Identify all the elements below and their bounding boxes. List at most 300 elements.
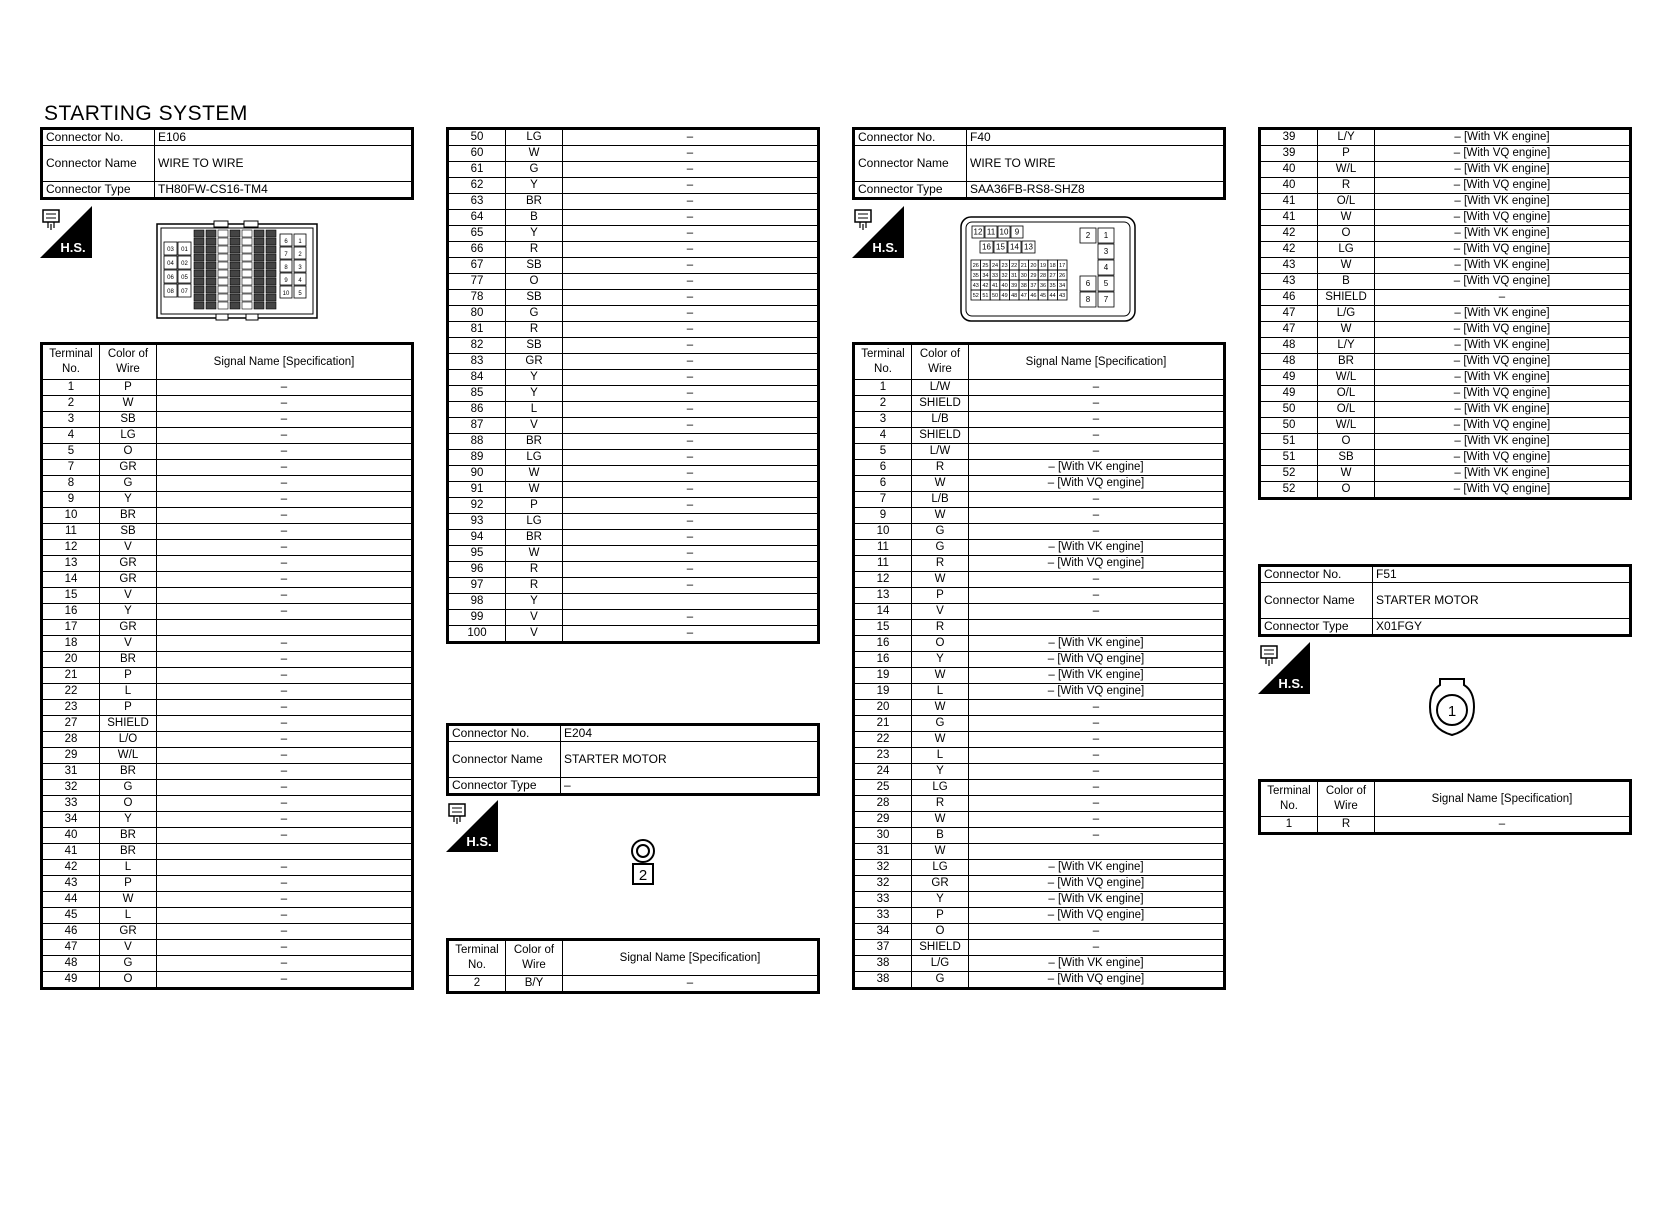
pin-number: 9 bbox=[1014, 227, 1020, 237]
terminal-no-cell: 11 bbox=[854, 556, 912, 572]
wire-color-cell: Y bbox=[912, 652, 969, 668]
terminal-no-cell: 40 bbox=[1260, 162, 1318, 178]
signal-name-cell: – [With VQ engine] bbox=[1375, 178, 1631, 194]
table-row bbox=[448, 578, 819, 594]
connector-pin bbox=[266, 286, 276, 293]
signal-name-cell: – [With VK engine] bbox=[1375, 370, 1631, 386]
table-row bbox=[1260, 322, 1631, 338]
terminal-no-cell: 14 bbox=[42, 572, 100, 588]
table-row bbox=[1260, 290, 1631, 306]
terminal-table bbox=[1258, 127, 1632, 500]
wire-color-cell: BR bbox=[506, 530, 563, 546]
table-row bbox=[854, 812, 1225, 828]
wire-color-cell: BR bbox=[1318, 354, 1375, 370]
wire-color-cell: O/L bbox=[1318, 402, 1375, 418]
signal-name-cell: – bbox=[157, 732, 413, 748]
table-row bbox=[854, 876, 1225, 892]
table-row bbox=[42, 540, 413, 556]
connector-pin bbox=[242, 294, 252, 301]
pin-number: 42 bbox=[982, 282, 989, 289]
terminal-no-cell: 32 bbox=[854, 876, 912, 892]
connector-pin bbox=[206, 270, 216, 277]
wire-color-cell: G bbox=[912, 972, 969, 989]
pin-number: 18 bbox=[1049, 262, 1056, 269]
table-row bbox=[854, 524, 1225, 540]
wire-color-cell: L/Y bbox=[1318, 129, 1375, 146]
connector-pin bbox=[242, 270, 252, 277]
terminal-no-cell: 43 bbox=[42, 876, 100, 892]
terminal-no-cell: 16 bbox=[854, 652, 912, 668]
terminal-no-cell: 19 bbox=[854, 684, 912, 700]
signal-name-cell: – [With VK engine] bbox=[1375, 434, 1631, 450]
wire-color-cell: LG bbox=[506, 129, 563, 146]
connector-type-value: TH80FW-CS16-TM4 bbox=[155, 182, 413, 199]
signal-name-cell: – bbox=[157, 780, 413, 796]
terminal-no-cell: 17 bbox=[42, 620, 100, 636]
wire-color-cell: P bbox=[100, 380, 157, 396]
harness-side-icon bbox=[852, 206, 904, 258]
table-row bbox=[854, 588, 1225, 604]
terminal-no-cell: 92 bbox=[448, 498, 506, 514]
wire-color-cell: W/L bbox=[1318, 370, 1375, 386]
table-row bbox=[42, 748, 413, 764]
signal-name-cell: – [With VQ engine] bbox=[1375, 210, 1631, 226]
connector-pin bbox=[254, 294, 264, 301]
terminal-no-cell: 22 bbox=[854, 732, 912, 748]
table-row bbox=[448, 162, 819, 178]
terminal-no-cell: 66 bbox=[448, 242, 506, 258]
signal-name-cell: – bbox=[157, 460, 413, 476]
connector-pin bbox=[194, 238, 204, 245]
terminal-no-cell: 24 bbox=[854, 764, 912, 780]
wire-color-cell: O bbox=[100, 972, 157, 989]
connector-pin bbox=[206, 262, 216, 269]
terminal-no-cell: 42 bbox=[1260, 242, 1318, 258]
terminal-no-cell: 10 bbox=[854, 524, 912, 540]
connector-pin bbox=[266, 294, 276, 301]
table-row bbox=[854, 956, 1225, 972]
table-row bbox=[854, 780, 1225, 796]
terminal-no-cell: 29 bbox=[854, 812, 912, 828]
signal-name-cell: – bbox=[563, 530, 819, 546]
signal-name-cell: – bbox=[969, 412, 1225, 428]
wire-color-cell: W bbox=[100, 396, 157, 412]
connector-pin bbox=[206, 302, 216, 309]
wire-color-cell: Y bbox=[100, 604, 157, 620]
pin-number: 49 bbox=[1001, 292, 1008, 299]
connector-no-value: F51 bbox=[1373, 566, 1631, 583]
connector-pin bbox=[218, 294, 228, 301]
connector-pin bbox=[194, 254, 204, 261]
pin-number: 45 bbox=[1039, 292, 1047, 299]
terminal-no-cell: 50 bbox=[448, 129, 506, 146]
pin-number: 26 bbox=[1059, 272, 1066, 279]
e204-pin-label: 2 bbox=[638, 867, 648, 884]
pin-number: 3 bbox=[1103, 247, 1109, 257]
pin-number: 43 bbox=[1059, 292, 1066, 299]
table-row bbox=[448, 626, 819, 643]
pin-number: 5 bbox=[298, 291, 302, 297]
connector-pin bbox=[266, 254, 276, 261]
signal-name-cell: – bbox=[563, 562, 819, 578]
terminal-no-cell: 12 bbox=[854, 572, 912, 588]
connector-pin bbox=[266, 246, 276, 253]
wire-color-cell: W/L bbox=[1318, 418, 1375, 434]
signal-name-cell: – bbox=[157, 652, 413, 668]
connector-f51-symbol bbox=[1428, 677, 1476, 739]
terminal-no-cell: 86 bbox=[448, 402, 506, 418]
pin-number: 19 bbox=[1039, 262, 1047, 269]
wire-color-cell: GR bbox=[912, 876, 969, 892]
terminal-no-cell: 33 bbox=[854, 908, 912, 924]
signal-name-cell: – [With VQ engine] bbox=[1375, 274, 1631, 290]
wire-color-cell: V bbox=[100, 540, 157, 556]
table-row bbox=[854, 860, 1225, 876]
terminal-no-cell: 1 bbox=[1260, 817, 1318, 834]
connector-name-value: WIRE TO WIRE bbox=[967, 146, 1225, 182]
pin-number: 5 bbox=[1103, 279, 1109, 289]
connector-info-table bbox=[1258, 564, 1632, 637]
table-row bbox=[42, 860, 413, 876]
hs-label: H.S. bbox=[1278, 676, 1304, 691]
signal-name-cell: – bbox=[563, 578, 819, 594]
terminal-no-cell: 7 bbox=[854, 492, 912, 508]
pin-number: 11 bbox=[986, 227, 996, 237]
wire-color-cell: GR bbox=[100, 620, 157, 636]
wire-color-cell: Y bbox=[912, 764, 969, 780]
table-row bbox=[448, 194, 819, 210]
wire-color-cell: Y bbox=[100, 492, 157, 508]
pin-number: 48 bbox=[1011, 292, 1018, 299]
wire-color-cell: W bbox=[912, 732, 969, 748]
wire-color-cell: LG bbox=[506, 514, 563, 530]
wire-color-cell: R bbox=[506, 322, 563, 338]
signal-name-cell: – [With VQ engine] bbox=[1375, 242, 1631, 258]
table-row bbox=[1260, 817, 1631, 834]
wire-color-cell: V bbox=[912, 604, 969, 620]
wire-color-cell: O bbox=[506, 274, 563, 290]
wire-color-cell: Y bbox=[912, 892, 969, 908]
table-row bbox=[854, 684, 1225, 700]
pin-number: 07 bbox=[181, 289, 188, 295]
label-connector-name: Connector Name bbox=[1260, 583, 1373, 619]
terminal-no-cell: 4 bbox=[42, 428, 100, 444]
connector-f40-continued bbox=[1258, 127, 1632, 500]
pin-number: 7 bbox=[1103, 295, 1109, 305]
table-row bbox=[42, 844, 413, 860]
signal-name-cell: – [With VQ engine] bbox=[969, 652, 1225, 668]
table-row bbox=[854, 716, 1225, 732]
terminal-no-cell: 96 bbox=[448, 562, 506, 578]
terminal-no-cell: 7 bbox=[42, 460, 100, 476]
wire-color-cell: SB bbox=[100, 412, 157, 428]
terminal-no-cell: 42 bbox=[42, 860, 100, 876]
wire-color-cell: W bbox=[506, 546, 563, 562]
terminal-no-cell: 23 bbox=[854, 748, 912, 764]
signal-name-cell bbox=[563, 594, 819, 610]
terminal-no-cell: 99 bbox=[448, 610, 506, 626]
table-row bbox=[854, 492, 1225, 508]
pin-number: 22 bbox=[1011, 262, 1018, 269]
terminal-table bbox=[446, 938, 820, 994]
connector-e106-continued bbox=[446, 127, 820, 644]
signal-name-cell: – bbox=[157, 380, 413, 396]
signal-name-cell: – bbox=[157, 556, 413, 572]
hs-label: H.S. bbox=[60, 240, 86, 255]
terminal-no-cell: 30 bbox=[854, 828, 912, 844]
wire-color-cell: L/G bbox=[1318, 306, 1375, 322]
pin-number: 21 bbox=[1020, 262, 1027, 269]
terminal-no-cell: 16 bbox=[854, 636, 912, 652]
wire-color-cell: BR bbox=[100, 508, 157, 524]
table-row bbox=[42, 876, 413, 892]
terminal-no-cell: 97 bbox=[448, 578, 506, 594]
signal-name-cell: – bbox=[157, 924, 413, 940]
signal-name-cell: – bbox=[157, 828, 413, 844]
signal-name-cell: – bbox=[157, 492, 413, 508]
table-row bbox=[42, 380, 413, 396]
signal-name-cell: – bbox=[157, 524, 413, 540]
wire-color-cell: L/W bbox=[912, 444, 969, 460]
terminal-no-cell: 23 bbox=[42, 700, 100, 716]
label-connector-type: Connector Type bbox=[42, 182, 155, 199]
terminal-no-cell: 44 bbox=[42, 892, 100, 908]
signal-name-cell: – bbox=[157, 604, 413, 620]
table-row bbox=[1260, 274, 1631, 290]
signal-name-cell: – bbox=[969, 716, 1225, 732]
connector-pin bbox=[218, 238, 228, 245]
signal-name-cell: – [With VK engine] bbox=[969, 540, 1225, 556]
terminal-no-cell: 22 bbox=[42, 684, 100, 700]
table-row bbox=[854, 604, 1225, 620]
signal-name-cell: – bbox=[563, 514, 819, 530]
pin-number: 47 bbox=[1020, 292, 1027, 299]
signal-name-cell: – bbox=[157, 508, 413, 524]
wire-color-cell: SHIELD bbox=[912, 940, 969, 956]
table-row bbox=[448, 610, 819, 626]
wire-color-cell: B bbox=[912, 828, 969, 844]
connector-pin bbox=[218, 254, 228, 261]
terminal-header-row bbox=[854, 344, 1225, 380]
connector-pin bbox=[206, 246, 216, 253]
connector-e106-face bbox=[156, 220, 318, 321]
connector-pin bbox=[230, 230, 240, 237]
pin-number: 12 bbox=[973, 227, 983, 237]
pin-number: 52 bbox=[972, 292, 979, 299]
table-row bbox=[448, 322, 819, 338]
wire-color-cell: W bbox=[100, 892, 157, 908]
wire-color-cell: O bbox=[912, 924, 969, 940]
table-row bbox=[448, 242, 819, 258]
terminal-no-cell: 90 bbox=[448, 466, 506, 482]
signal-name-cell: – bbox=[157, 940, 413, 956]
wire-color-cell: O bbox=[1318, 434, 1375, 450]
wire-color-cell: SHIELD bbox=[1318, 290, 1375, 306]
harness-side-icon bbox=[1258, 642, 1310, 694]
terminal-no-cell: 31 bbox=[42, 764, 100, 780]
terminal-no-cell: 45 bbox=[42, 908, 100, 924]
wire-color-cell: O bbox=[1318, 482, 1375, 499]
signal-name-cell: – bbox=[563, 546, 819, 562]
pin-number: 3 bbox=[298, 265, 302, 271]
table-row bbox=[448, 338, 819, 354]
pin-number: 30 bbox=[1020, 272, 1027, 279]
signal-name-cell: – bbox=[969, 492, 1225, 508]
wire-color-cell: W bbox=[506, 466, 563, 482]
signal-name-cell: – bbox=[969, 524, 1225, 540]
pin-number: 32 bbox=[1001, 272, 1008, 279]
signal-name-cell bbox=[157, 620, 413, 636]
table-row bbox=[42, 972, 413, 989]
connector-pin bbox=[254, 230, 264, 237]
pin-number: 33 bbox=[991, 272, 999, 279]
table-row bbox=[42, 444, 413, 460]
wire-color-cell: GR bbox=[100, 556, 157, 572]
table-row bbox=[854, 540, 1225, 556]
pin-number: 03 bbox=[167, 247, 174, 253]
terminal-header-row bbox=[448, 940, 819, 976]
pin-number: 35 bbox=[1049, 282, 1056, 289]
signal-name-cell: – bbox=[157, 908, 413, 924]
table-row bbox=[1260, 258, 1631, 274]
signal-name-cell: – bbox=[969, 828, 1225, 844]
pin-number: 25 bbox=[982, 262, 989, 269]
terminal-no-cell: 28 bbox=[854, 796, 912, 812]
terminal-no-cell: 40 bbox=[1260, 178, 1318, 194]
wire-color-cell: W bbox=[506, 146, 563, 162]
connector-no-value: E204 bbox=[561, 725, 819, 742]
wire-color-cell: P bbox=[912, 908, 969, 924]
connector-pin bbox=[230, 270, 240, 277]
wire-color-cell: B bbox=[506, 210, 563, 226]
table-row bbox=[448, 514, 819, 530]
signal-name-cell: – bbox=[157, 396, 413, 412]
connector-e204-symbol bbox=[628, 838, 658, 888]
pin-number: 8 bbox=[284, 265, 288, 271]
signal-name-cell: – [With VQ engine] bbox=[1375, 482, 1631, 499]
connector-pin bbox=[194, 286, 204, 293]
connector-pin bbox=[230, 286, 240, 293]
signal-name-cell: – bbox=[563, 466, 819, 482]
signal-name-cell: – [With VQ engine] bbox=[1375, 146, 1631, 162]
table-row bbox=[448, 146, 819, 162]
signal-name-cell: – [With VK engine] bbox=[969, 956, 1225, 972]
connector-pin bbox=[206, 254, 216, 261]
signal-name-cell bbox=[969, 844, 1225, 860]
wire-color-cell: R bbox=[1318, 817, 1375, 834]
table-row bbox=[42, 588, 413, 604]
terminal-no-cell: 20 bbox=[42, 652, 100, 668]
connector-pin bbox=[206, 286, 216, 293]
table-row bbox=[42, 428, 413, 444]
label-connector-type: Connector Type bbox=[448, 778, 561, 795]
table-row bbox=[854, 428, 1225, 444]
wire-color-cell: P bbox=[506, 498, 563, 514]
pin-number: 46 bbox=[1030, 292, 1037, 299]
terminal-no-cell: 49 bbox=[1260, 386, 1318, 402]
table-row bbox=[448, 546, 819, 562]
terminal-no-cell: 18 bbox=[42, 636, 100, 652]
connector-type-value: – bbox=[561, 778, 819, 795]
signal-name-cell: – bbox=[563, 258, 819, 274]
wire-color-cell: SB bbox=[100, 524, 157, 540]
header-terminal-no: Terminal No. bbox=[854, 344, 912, 380]
signal-name-cell: – bbox=[969, 780, 1225, 796]
connector-pin bbox=[194, 230, 204, 237]
signal-name-cell: – bbox=[157, 540, 413, 556]
table-row bbox=[448, 386, 819, 402]
connector-pin bbox=[254, 262, 264, 269]
terminal-no-cell: 38 bbox=[854, 956, 912, 972]
wire-color-cell: B/Y bbox=[506, 976, 563, 993]
signal-name-cell: – bbox=[563, 290, 819, 306]
wire-color-cell: G bbox=[100, 780, 157, 796]
signal-name-cell: – bbox=[969, 428, 1225, 444]
wire-color-cell: W bbox=[1318, 210, 1375, 226]
connector-pin bbox=[242, 254, 252, 261]
wire-color-cell: LG bbox=[912, 780, 969, 796]
signal-name-cell: – [With VK engine] bbox=[1375, 162, 1631, 178]
terminal-no-cell: 38 bbox=[854, 972, 912, 989]
pin-number: 2 bbox=[1085, 231, 1091, 241]
table-row bbox=[42, 636, 413, 652]
signal-name-cell: – bbox=[563, 610, 819, 626]
terminal-no-cell: 51 bbox=[1260, 450, 1318, 466]
wire-color-cell: W bbox=[1318, 258, 1375, 274]
table-row bbox=[42, 684, 413, 700]
connector-pin bbox=[254, 254, 264, 261]
wire-color-cell: L bbox=[100, 684, 157, 700]
terminal-no-cell: 100 bbox=[448, 626, 506, 643]
header-terminal-no: Terminal No. bbox=[1260, 781, 1318, 817]
header-signal-name: Signal Name [Specification] bbox=[563, 940, 819, 976]
wire-color-cell: W/L bbox=[100, 748, 157, 764]
wire-color-cell: V bbox=[100, 940, 157, 956]
signal-name-cell: – bbox=[563, 306, 819, 322]
terminal-no-cell: 39 bbox=[1260, 129, 1318, 146]
terminal-no-cell: 41 bbox=[42, 844, 100, 860]
connector-pin bbox=[242, 286, 252, 293]
table-row bbox=[448, 274, 819, 290]
terminal-no-cell: 29 bbox=[42, 748, 100, 764]
signal-name-cell: – [With VK engine] bbox=[969, 892, 1225, 908]
signal-name-cell: – [With VK engine] bbox=[1375, 466, 1631, 482]
table-row bbox=[448, 466, 819, 482]
terminal-no-cell: 32 bbox=[854, 860, 912, 876]
terminal-no-cell: 91 bbox=[448, 482, 506, 498]
wire-color-cell: Y bbox=[100, 812, 157, 828]
pin-number: 37 bbox=[1030, 282, 1037, 289]
signal-name-cell: – bbox=[563, 450, 819, 466]
pin-number: 39 bbox=[1011, 282, 1018, 289]
table-row bbox=[448, 402, 819, 418]
wire-color-cell: L/Y bbox=[1318, 338, 1375, 354]
connector-pin bbox=[254, 246, 264, 253]
table-row bbox=[448, 976, 819, 993]
terminal-no-cell: 50 bbox=[1260, 418, 1318, 434]
signal-name-cell: – bbox=[157, 684, 413, 700]
pin-number: 38 bbox=[1020, 282, 1027, 289]
table-row bbox=[42, 508, 413, 524]
wire-color-cell: R bbox=[912, 460, 969, 476]
table-row bbox=[854, 636, 1225, 652]
wire-color-cell: V bbox=[506, 418, 563, 434]
table-row bbox=[854, 508, 1225, 524]
table-row bbox=[42, 620, 413, 636]
table-row bbox=[854, 892, 1225, 908]
wire-color-cell: L/G bbox=[912, 956, 969, 972]
label-connector-name: Connector Name bbox=[42, 146, 155, 182]
